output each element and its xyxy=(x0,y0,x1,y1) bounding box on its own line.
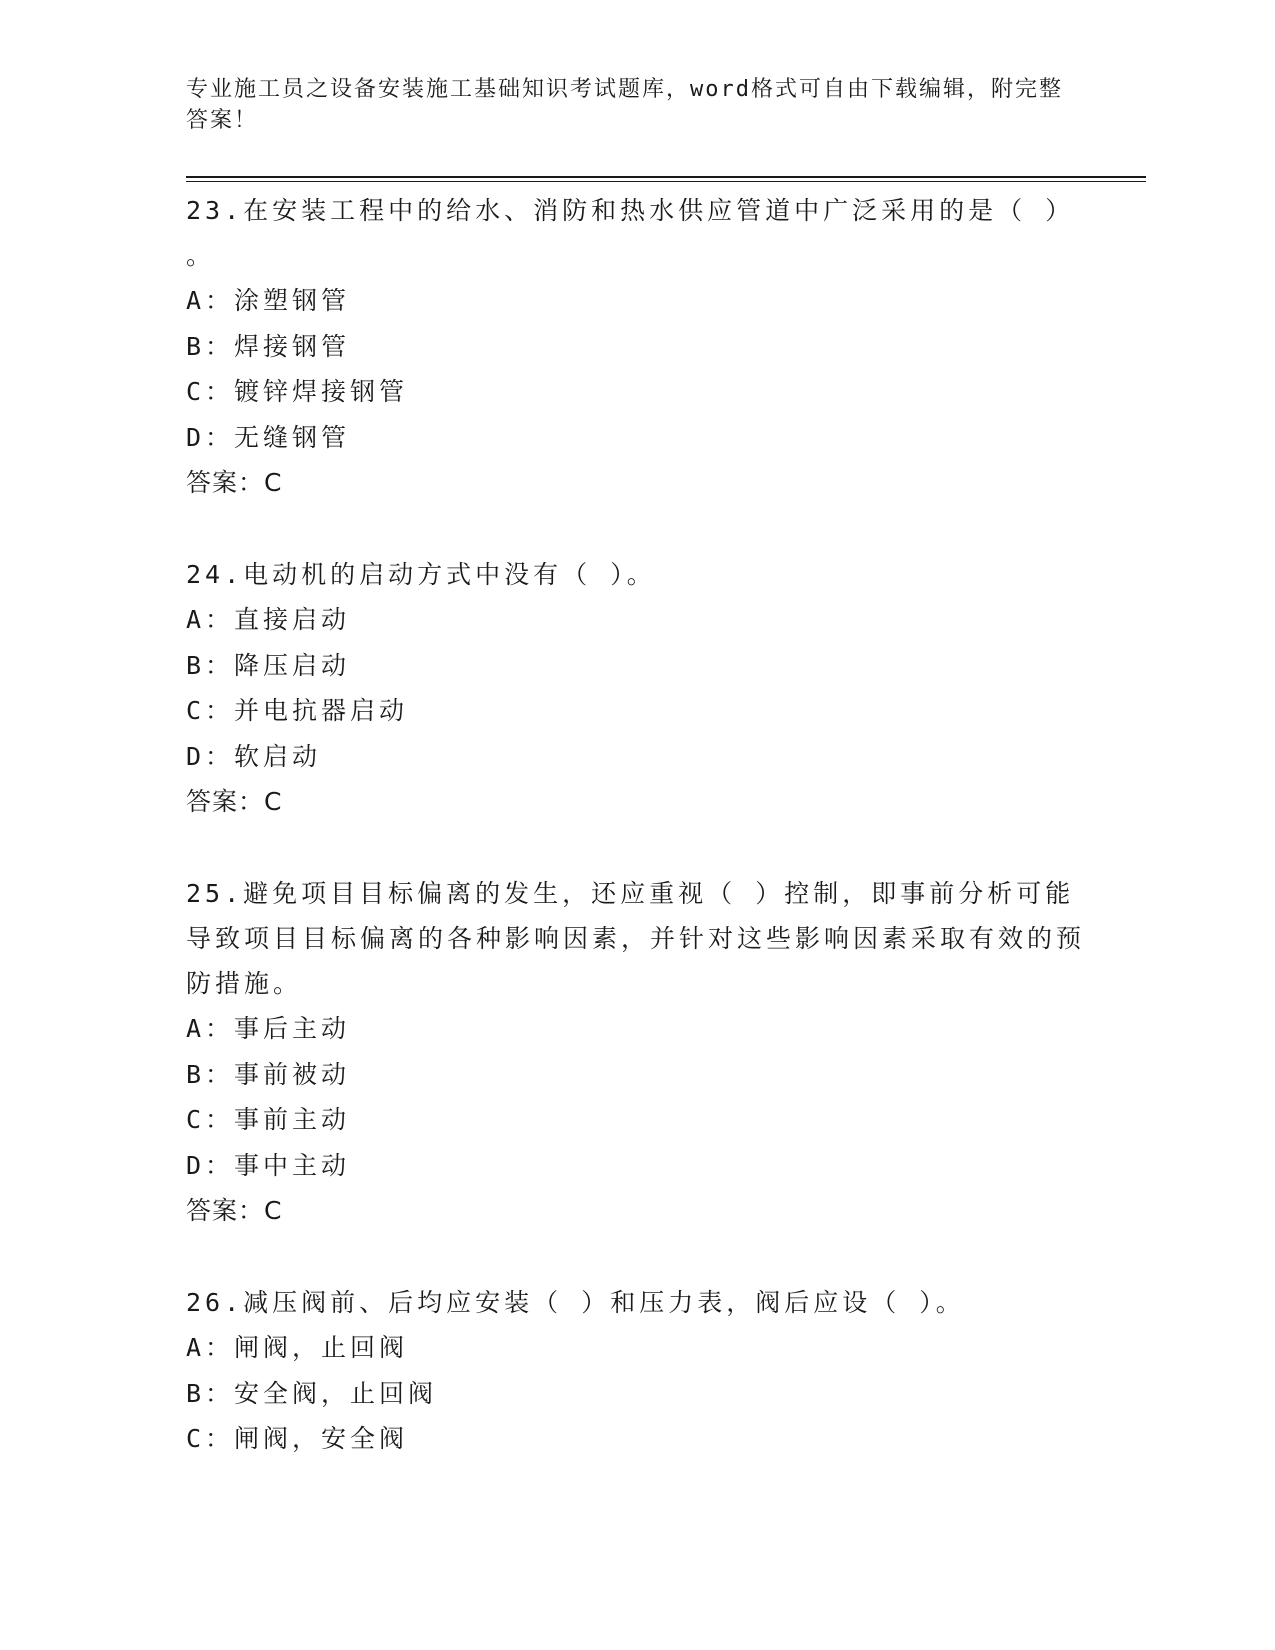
question-text: 25.避免项目目标偏离的发生，还应重视（ ）控制，即事前分析可能导致项目目标偏离的各种影响因素，并针对这些影响因素采取有效的预防措施。 xyxy=(186,879,1086,998)
question-24 xyxy=(186,552,1086,825)
answer: 答案：C xyxy=(186,787,283,816)
header-divider-thin xyxy=(186,181,1146,182)
option-b: B：降压启动 xyxy=(186,650,351,680)
answer: 答案：C xyxy=(186,468,283,497)
question-23 xyxy=(186,188,1086,506)
option-d: D：无缝钢管 xyxy=(186,422,351,452)
question-list xyxy=(186,188,1086,1508)
option-c: C：事前主动 xyxy=(186,1105,351,1134)
option-b: B：事前被动 xyxy=(186,1059,351,1089)
option-d: D：软启动 xyxy=(186,741,322,771)
option-c: C：闸阀，安全阀 xyxy=(186,1424,409,1453)
option-d: D：事中主动 xyxy=(186,1150,351,1180)
option-c: C：镀锌焊接钢管 xyxy=(186,377,409,406)
question-text: 26.减压阀前、后均应安装（ ）和压力表，阀后应设（ ）。 xyxy=(186,1288,965,1317)
option-b: B：焊接钢管 xyxy=(186,331,351,361)
option-a: A：事后主动 xyxy=(186,1014,351,1043)
option-a: A：直接启动 xyxy=(186,605,351,634)
option-a: A：涂塑钢管 xyxy=(186,286,351,315)
question-text: 24.电动机的启动方式中没有（ ）。 xyxy=(186,560,656,589)
document-header: 专业施工员之设备安装施工基础知识考试题库，word格式可自由下载编辑，附完整答案！ xyxy=(186,77,1063,133)
option-c: C：并电抗器启动 xyxy=(186,696,409,725)
answer: 答案：C xyxy=(186,1196,283,1225)
question-25 xyxy=(186,871,1086,1234)
header-divider-thick xyxy=(186,176,1146,178)
option-b: B：安全阀，止回阀 xyxy=(186,1378,438,1408)
question-26 xyxy=(186,1280,1086,1462)
option-a: A：闸阀，止回阀 xyxy=(186,1333,409,1362)
question-text: 23.在安装工程中的给水、消防和热水供应管道中广泛采用的是（ ） 。 xyxy=(186,196,1075,270)
